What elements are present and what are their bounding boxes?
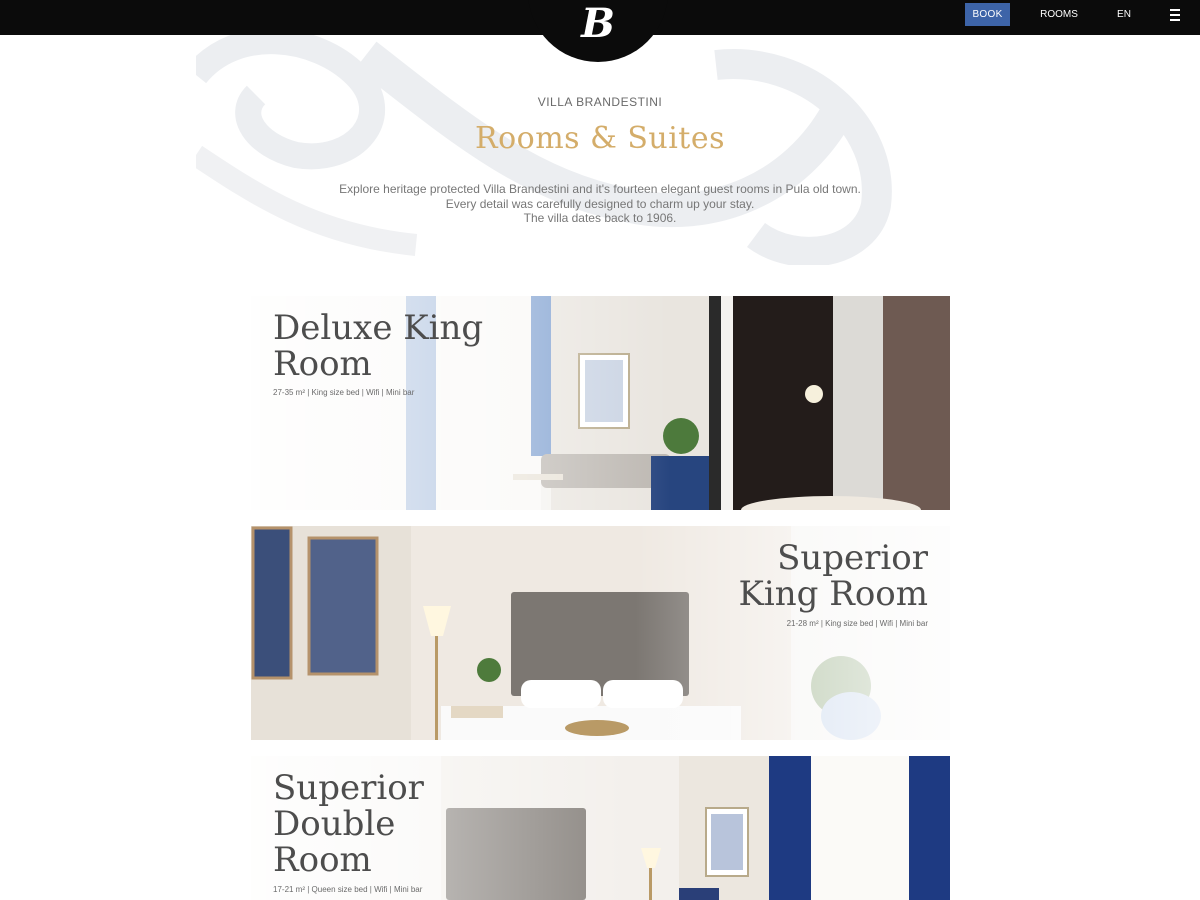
logo-letter: B	[581, 0, 615, 47]
nav-rooms-link[interactable]: ROOMS	[1040, 9, 1078, 20]
intro-section	[0, 95, 1200, 226]
hamburger-icon[interactable]	[1168, 7, 1182, 23]
room-title-line: Superior	[273, 768, 424, 808]
intro-line: Every detail was carefully designed to charm up your stay.	[445, 196, 755, 211]
room-title-line: Deluxe King	[273, 308, 484, 348]
menu-bar	[1170, 14, 1180, 16]
room-card-superior-king[interactable]	[251, 526, 950, 740]
room-card-superior-double[interactable]	[251, 756, 950, 900]
room-title	[738, 540, 928, 612]
book-button[interactable]: BOOK	[965, 3, 1010, 26]
menu-bar	[1170, 19, 1180, 21]
intro-line: Explore heritage protected Villa Brandestini and it's fourteen elegant guest rooms in Pula old town.	[339, 182, 861, 196]
room-title	[273, 310, 483, 382]
room-title-line: Superior	[777, 538, 928, 578]
room-card-deluxe-king[interactable]	[251, 296, 950, 510]
room-title-line: Room	[273, 840, 372, 880]
room-title	[273, 770, 424, 878]
room-amenities: 21-28 m² | King size bed | Wifi | Mini bar	[786, 619, 928, 628]
intro-description	[0, 182, 1200, 226]
room-amenities: 17-21 m² | Queen size bed | Wifi | Mini bar	[273, 885, 423, 894]
room-title-line: King Room	[738, 574, 928, 614]
page-title: Rooms & Suites	[474, 121, 725, 156]
intro-eyebrow: VILLA BRANDESTINI	[537, 95, 663, 109]
room-amenities: 27-35 m² | King size bed | Wifi | Mini bar	[273, 388, 415, 397]
room-title-line: Double	[273, 804, 396, 844]
language-switcher[interactable]: EN	[1117, 9, 1131, 20]
intro-line: The villa dates back to 1906.	[523, 211, 677, 225]
menu-bar	[1170, 9, 1180, 11]
room-title-line: Room	[273, 344, 372, 384]
